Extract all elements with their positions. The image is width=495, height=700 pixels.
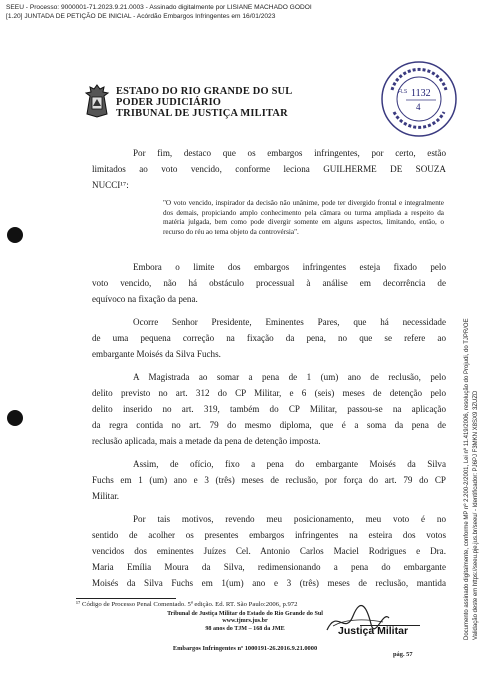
block-quote: "O voto vencido, inspirador da decisão não unânime, pode ter divergido frontal e integralmente dos demais, propiciando amplo conhecimento pela câmara ou turma ampliada a respeito da matéria julgada, bem como pode divergir somente em alguns aspectos, limitando, então, o recurso do réu ao tema objeto da controvérsia". <box>163 199 444 236</box>
system-header-line-1: SEEU - Processo: 9000001-71.2023.9.21.0003 - Assinado digitalmente por LISIANE MACHADO GODOI <box>6 4 312 11</box>
digital-signature-line-1: Documento assinado digitalmente, conforme MP nº 2.200-2/2001, Lei nº 11.419/2006, resolução do Projudi, do TJPR/OE <box>464 318 470 640</box>
paragraph-5-line-2: Fuchs em 1 (um) ano e 3 (três) meses de reclusão, por força do art. 79 do CP <box>92 475 446 485</box>
footer-website: www.tjmrs.jus.br <box>222 618 268 624</box>
footer-court-name: Tribunal de Justiça Militar do Estado do Rio Grande do Sul <box>167 611 323 617</box>
seal-sub-number: 4 <box>416 102 421 112</box>
footer-case-number: Embargos Infringentes nº 1000191-26.2016.9.21.0000 <box>172 645 318 652</box>
paragraph-4-line-3: delito inserido no art. 319, também do CP Militar, passou-se na aplicação <box>92 404 446 414</box>
binder-hole-bottom <box>7 410 23 426</box>
paragraph-6-line-2: sentido de acolher os presentes embargos infringentes na esteira dos votos <box>92 530 446 540</box>
footnote-17: ¹⁷ Código de Processo Penal Comentado. 5ª edição. Ed. RT. São Paulo:2006, p.972 <box>76 601 298 608</box>
binder-hole-top <box>7 227 23 243</box>
justica-militar-logo: Justiça Militar <box>338 625 409 637</box>
paragraph-1-line-2: limitados ao voto vencido, conforme leciona GUILHERME DE SOUZA <box>92 164 446 174</box>
paragraph-2-line-2: voto vencido, não há obstáculo processual à análise em decorrência de <box>92 278 446 288</box>
paragraph-1-line-1: Por fim, destaco que os embargos infringentes, por certo, estão <box>133 148 446 158</box>
paragraph-1-line-3: NUCCI¹⁷: <box>92 180 129 190</box>
paragraph-4-line-2: delito previsto no art. 312 do CP Militar, e 6 (seis) meses de detenção pelo <box>92 388 446 398</box>
court-seal-stamp <box>380 60 458 138</box>
system-header-line-2: [1.20] JUNTADA DE PETIÇÃO DE INICIAL - Acórdão Embargos Infringentes em 16/01/2023 <box>6 13 276 20</box>
seal-fls-label: FLS <box>398 89 408 95</box>
paragraph-4-line-4: da regra contida no art. 79 do mesmo diploma, que é a soma da pena de <box>92 420 446 430</box>
letterhead-judiciary: PODER JUDICIÁRIO <box>116 97 222 108</box>
coat-of-arms-icon <box>84 84 110 118</box>
footnote-divider <box>76 598 176 599</box>
letterhead-state: ESTADO DO RIO GRANDE DO SUL <box>116 86 293 97</box>
paragraph-3-line-2: de uma pequena correção na fixação da pena, no que se refere ao <box>92 333 446 343</box>
digital-signature-line-2: Validação deste em https://seeu.pje.jus.br/seeu/ - Identificador: PJ6PJ F3MKN X8SX9 3ZUZD <box>473 390 479 640</box>
paragraph-3-line-3: embargante Moisés da Silva Fuchs. <box>92 349 221 359</box>
paragraph-6-line-4: Maria Emília Moura da Silva, redimensionando a pena do embargante <box>92 562 446 572</box>
paragraph-5-line-3: Militar. <box>92 491 120 501</box>
paragraph-6-line-5: Moisés da Silva Fuchs em 1(um) ano e 3 (três) meses de reclusão, mantida <box>92 578 446 588</box>
letterhead-court: TRIBUNAL DE JUSTIÇA MILITAR <box>116 108 288 119</box>
paragraph-4-line-1: A Magistrada ao somar a pena de 1 (um) ano de reclusão, pelo <box>133 372 446 382</box>
paragraph-6-line-1: Por tais motivos, revendo meu posicionamento, meu voto é no <box>133 514 446 524</box>
paragraph-6-line-3: vencidos dos eminentes Juízes Cel. Antonio Carlos Maciel Rodrigues e Dra. <box>92 546 446 556</box>
seal-fls-number: 1132 <box>411 88 431 99</box>
paragraph-5-line-1: Assim, de ofício, fixo a pena do embargante Moisés da Silva <box>133 459 446 469</box>
paragraph-2-line-1: Embora o limite dos embargos infringentes esteja fixado pelo <box>133 262 446 272</box>
page-number: pág. 57 <box>393 651 413 658</box>
footer-anniversary: 98 anos do TJM – 168 da JME <box>205 626 285 632</box>
paragraph-4-line-5: reclusão aplicada, mais a metade da pena de detenção imposta. <box>92 436 321 446</box>
paragraph-2-line-3: equívoco na fixação da pena. <box>92 294 198 304</box>
paragraph-3-line-1: Ocorre Senhor Presidente, Eminentes Pares, que há necessidade <box>133 317 446 327</box>
